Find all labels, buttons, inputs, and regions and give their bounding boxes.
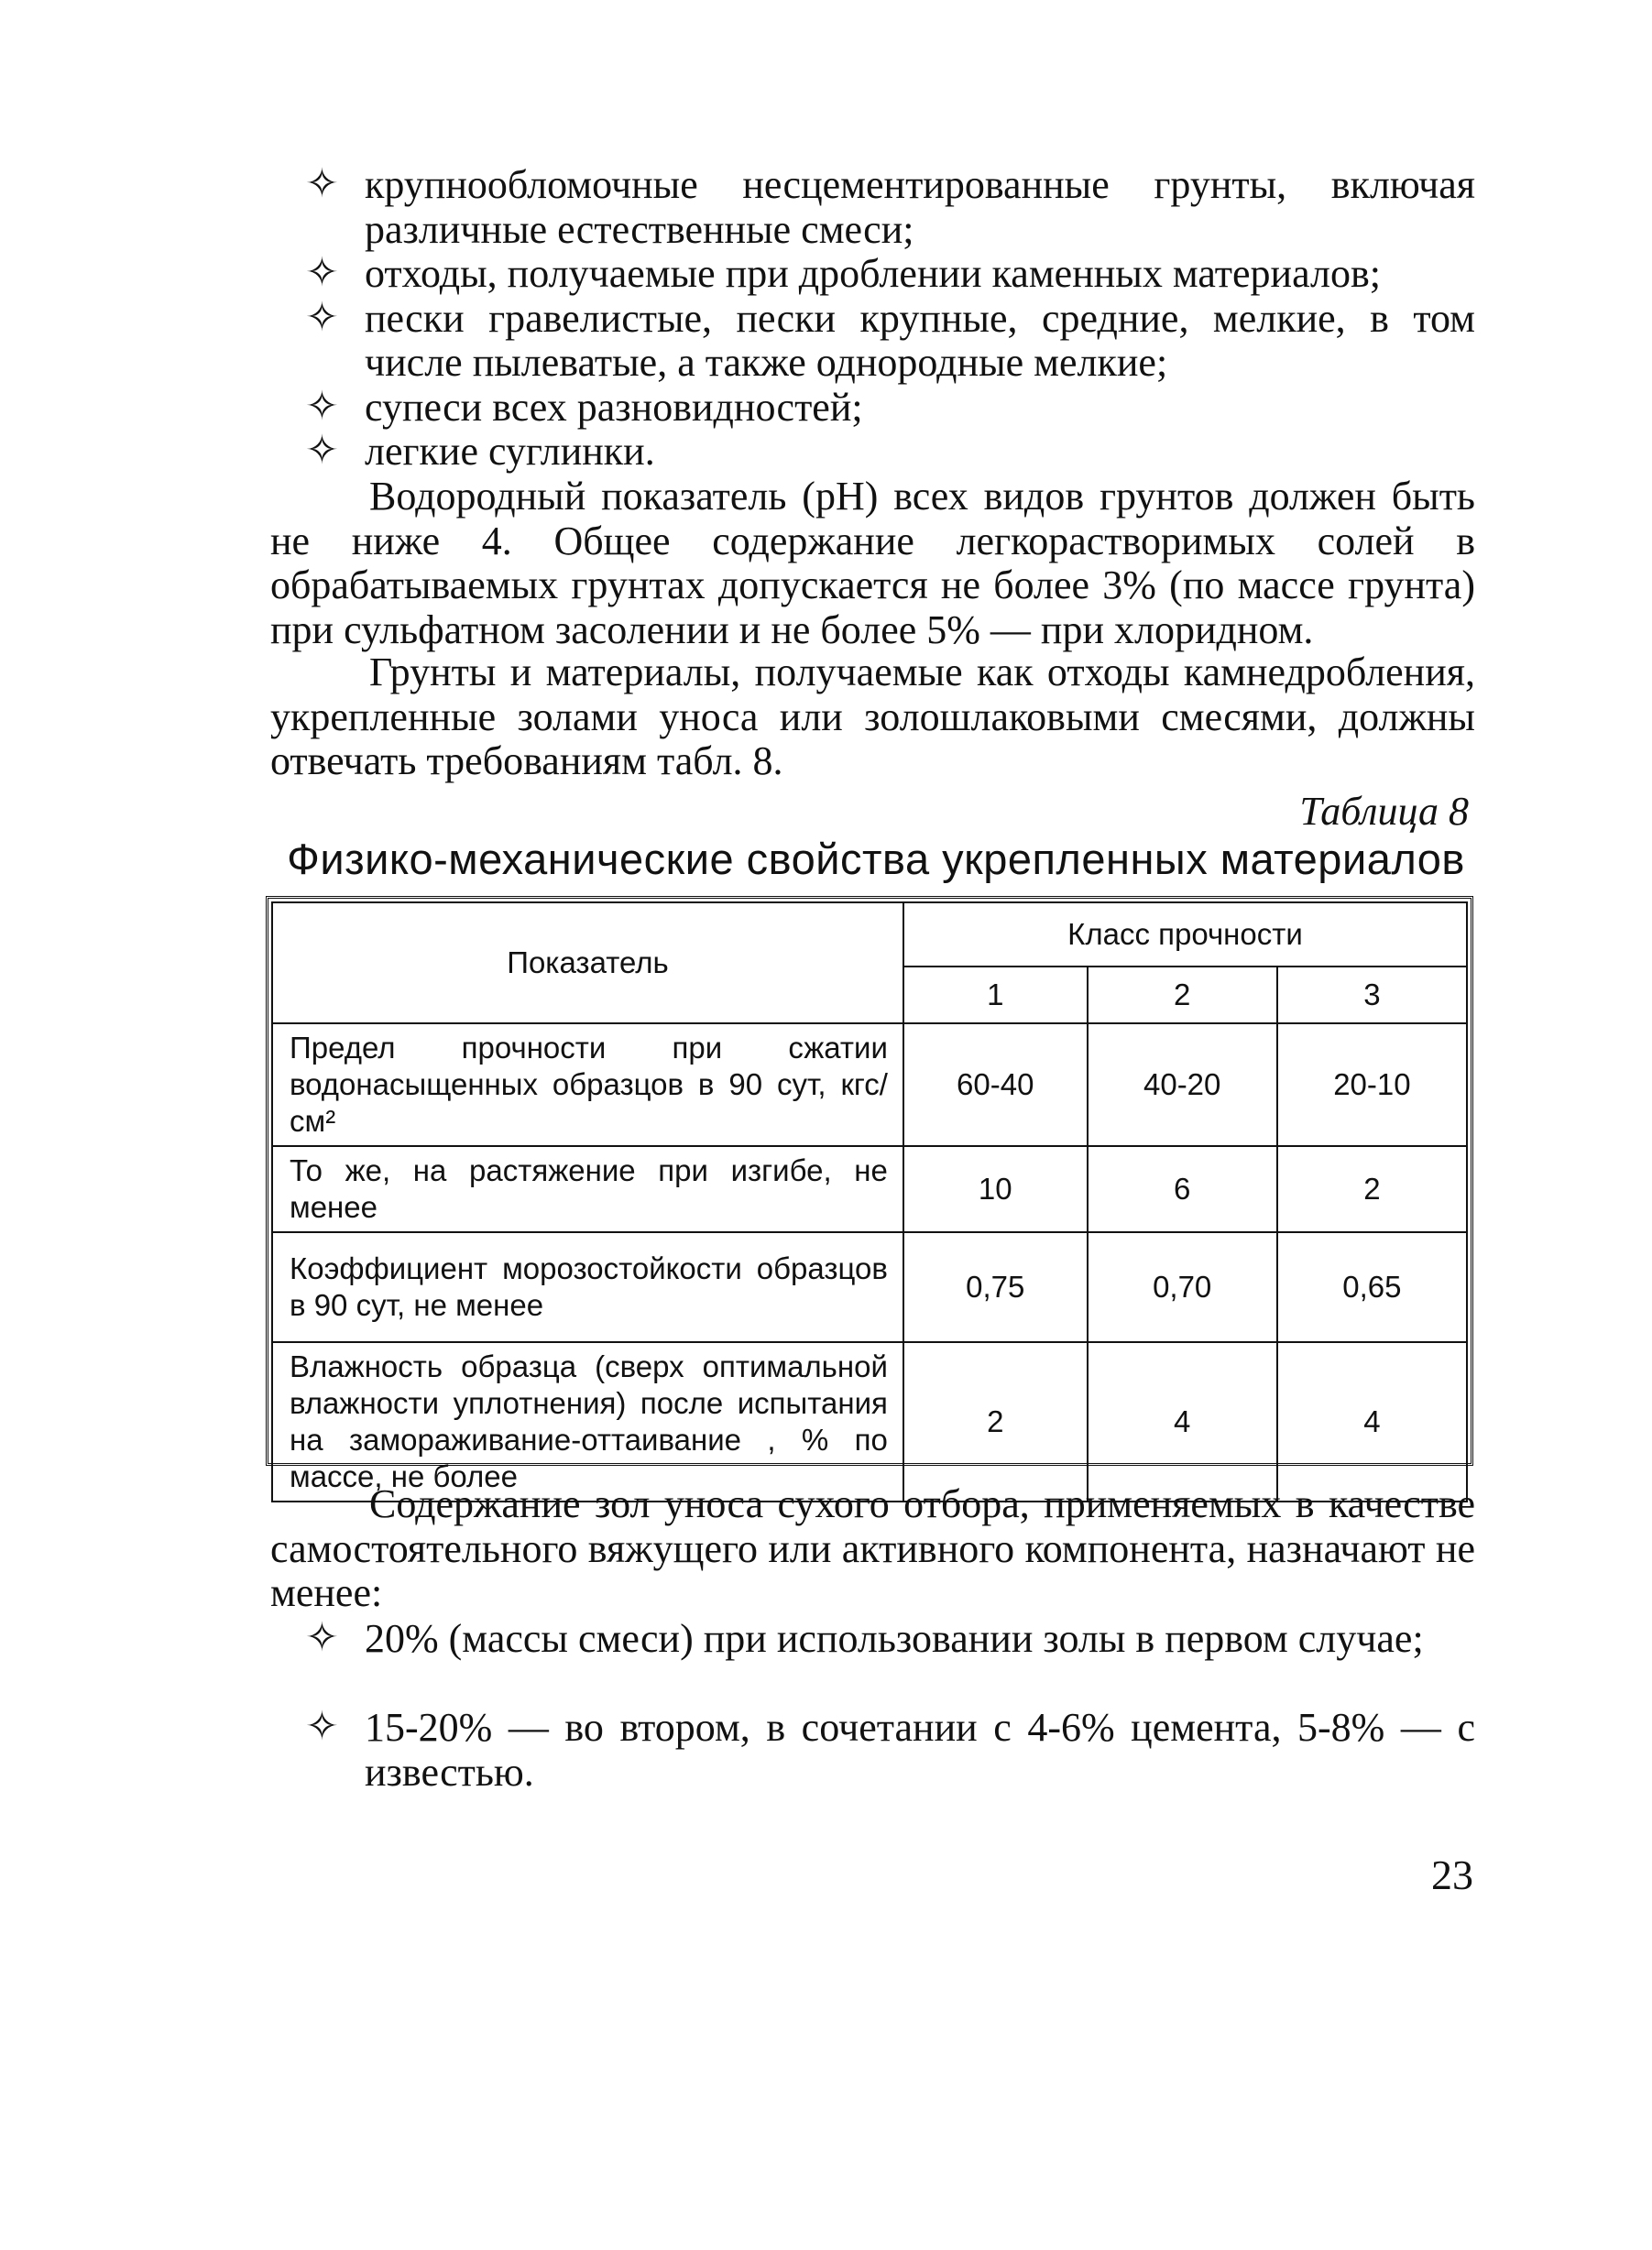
list-item: ✧ 15-20% — во втором, в сочетании с 4-6% цемента, 5-8% — с известью.: [305, 1704, 1475, 1795]
table-row: Коэффициент морозостойкости образцов в 90 сут, не менее 0,75 0,70 0,65: [272, 1232, 1467, 1342]
paragraph-ash-content: Содержание зол уноса сухого отбора, применяемых в качестве самостоятельного вяжущего или активного компонента, назначают не менее:: [270, 1481, 1475, 1615]
paragraph-ph: Водородный показатель (pH) всех видов грунтов должен быть не ниже 4. Общее содержание легкорастворимых солей в обрабатываемых грунтах допускается не более 3% (по массе грунта) при сульфатном засолении и не более 5% — при хлоридном.: [270, 474, 1475, 652]
header-strength-class: Класс прочности: [903, 902, 1467, 967]
table-caption: Таблица 8: [1299, 789, 1469, 834]
list-item: ✧ супеси всех разновидностей;: [305, 383, 863, 430]
diamond-bullet-icon: ✧: [305, 250, 339, 295]
header-indicator: Показатель: [272, 902, 903, 1023]
diamond-bullet-icon: ✧: [305, 161, 339, 206]
list-item: ✧ отходы, получаемые при дроблении каменных материалов;: [305, 250, 1381, 296]
diamond-bullet-icon: ✧: [305, 383, 339, 429]
diamond-bullet-icon: ✧: [305, 1615, 339, 1660]
bullet-list-bottom-item-2: [270, 1706, 1475, 1795]
header-class-2: 2: [1088, 967, 1277, 1023]
diamond-bullet-icon: ✧: [305, 294, 339, 340]
properties-table: [271, 901, 1468, 1502]
page-number: 23: [1431, 1851, 1473, 1898]
list-item: ✧ крупнообломочные несцементированные грунты, включая различные естественные смеси;: [305, 161, 1475, 252]
properties-table-frame: [266, 896, 1473, 1493]
table-row: То же, на растяжение при изгибе, не менее 10 6 2: [272, 1146, 1467, 1232]
list-item: ✧ легкие суглинки.: [305, 428, 655, 474]
bullet-list-bottom-item-1: [270, 1617, 1475, 1662]
diamond-bullet-icon: ✧: [305, 428, 339, 473]
header-class-1: 1: [903, 967, 1088, 1023]
table-title: Физико-механические свойства укрепленных материалов: [287, 835, 1465, 883]
list-item: ✧ 20% (массы смеси) при использовании золы в первом случае;: [305, 1615, 1424, 1661]
paragraph-requirements: Грунты и материалы, получаемые как отходы камнедробления, укрепленные золами уноса или золошлаковыми смесями, должны отвечать требованиям табл. 8.: [270, 650, 1475, 783]
table-row: Предел прочности при сжатии водонасыщенных образцов в 90 сут, кгс/см² 60-40 40-20 20-10: [272, 1023, 1467, 1146]
diamond-bullet-icon: ✧: [305, 1704, 339, 1749]
list-item: ✧ пески гравелистые, пески крупные, средние, мелкие, в том числе пылеватые, а также однородные мелкие;: [305, 294, 1475, 385]
table-row: Влажность образца (сверх оптимальной влажности уплотнения) после испытания на замораживание-оттаивание , % по массе, не более 2 4 4: [272, 1342, 1467, 1502]
bullet-list-top: [270, 163, 1475, 475]
header-class-3: 3: [1277, 967, 1467, 1023]
